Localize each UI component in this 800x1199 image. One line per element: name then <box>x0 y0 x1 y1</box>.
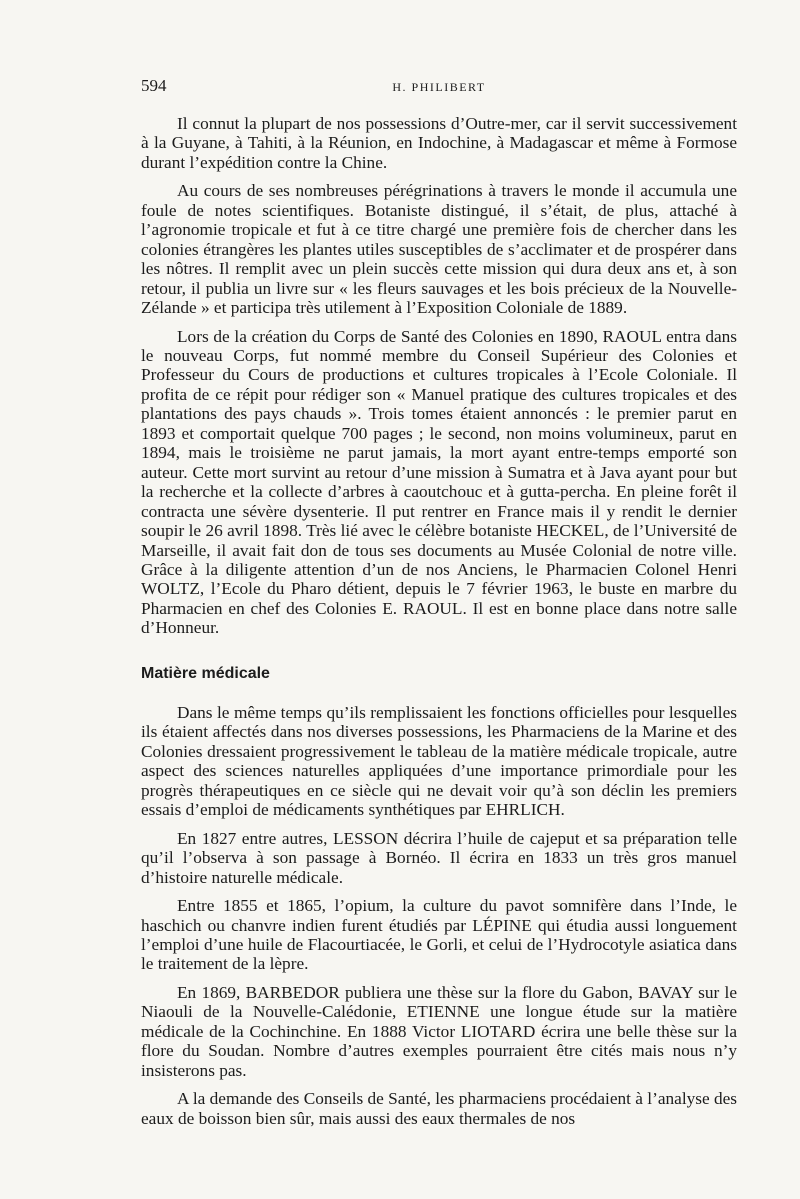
paragraph: Il connut la plupart de nos possessions d’Outre-mer, car il servit successivement à la Guyane, à Tahiti, à la Réunion, en Indochine, à Madagascar et même à Formose durant l’expédition contre la Chine. <box>141 114 737 172</box>
running-title: H. PHILIBERT <box>392 80 486 94</box>
paragraph: Lors de la création du Corps de Santé des Colonies en 1890, RAOUL entra dans le nouveau Corps, fut nommé membre du Conseil Supérieur des Colonies et Professeur du Cours de productions et cultures tropicales à l’Ecole Coloniale. Il profita de ce répit pour rédiger son « Manuel pratique des cultures tropicales et des plantations des pays chauds ». Trois tomes étaient annoncés : le premier parut en 1893 et comportait quelque 700 pages ; le second, non moins volumineux, parut en 1894, mais le troisième ne parut jamais, la mort ayant entre-temps emporté son auteur. Cette mort survint au retour d’une mission à Sumatra et à Java ayant pour but la recherche et la collecte d’arbres à caoutchouc et à gutta-percha. En pleine forêt il contracta une sévère dysenterie. Il put rentrer en France mais il y rendit le dernier soupir le 26 avril 1898. Très lié avec le célèbre botaniste HECKEL, de l’Université de Marseille, il avait fait don de tous ses documents au Musée Colonial de notre ville. Grâce à la diligente attention d’un de nos Anciens, le Pharmacien Colonel Henri WOLTZ, l’Ecole du Pharo détient, depuis le 7 février 1963, le buste en marbre du Pharmacien en chef des Colonies E. RAOUL. Il est en bonne place dans notre salle d’Honneur. <box>141 326 737 638</box>
paragraph: Entre 1855 et 1865, l’opium, la culture du pavot somnifère dans l’Inde, le haschich ou chanvre indien furent étudiés par LÉPINE qui étudia aussi longuement l’emploi d’une huile de Flacourtiacée, le Gorli, et celui de l’Hydrocotyle asiatica dans le traitement de la lèpre. <box>141 896 737 974</box>
paragraph: En 1827 entre autres, LESSON décrira l’huile de cajeput et sa préparation telle qu’il l’observa à son passage à Bornéo. Il écrira en 1833 un très gros manuel d’histoire naturelle médicale. <box>141 828 737 887</box>
paragraph: Dans le même temps qu’ils remplissaient les fonctions officielles pour lesquelles ils étaient affectés dans nos diverses possessions, les Pharmaciens de la Marine et des Colonies dressaient progressivement le tableau de la matière médicale tropicale, autre aspect des sciences naturelles appliquées d’une importance primordiale pour les progrès thérapeutiques en ce siècle qui ne devait voir qu’à son déclin les premiers essais d’emploi de médicaments synthétiques par EHRLICH. <box>141 703 737 820</box>
paragraph: En 1869, BARBEDOR publiera une thèse sur la flore du Gabon, BAVAY sur le Niaouli de la Nouvelle-Calédonie, ETIENNE une longue étude sur la matière médicale de la Cochinchine. En 1888 Victor LIOTARD écrira une belle thèse sur la flore du Soudan. Nombre d’autres exemples pourraient être cités mais nous n’y insisterons pas. <box>141 982 737 1080</box>
section-1-text <box>141 114 737 638</box>
section-heading: Matière médicale <box>141 665 270 682</box>
paragraph: Au cours de ses nombreuses pérégrinations à travers le monde il accumula une foule de notes scientifiques. Botaniste distingué, il s’était, de plus, attaché à l’agronomie tropicale et fut à ce titre chargé une première fois de chercher dans les colonies étrangères les plantes utiles susceptibles de s’acclimater et de prospérer dans les nôtres. Il remplit avec un plein succès cette mission qui dura deux ans et, à son retour, il publia un livre sur « les fleurs sauvages et les bois précieux de la Nouvelle-Zélande » et participa très utilement à l’Exposition Coloniale de 1889. <box>141 181 737 318</box>
paragraph: A la demande des Conseils de Santé, les pharmaciens procédaient à l’analyse des eaux de boisson bien sûr, mais aussi des eaux thermales de nos <box>141 1089 738 1128</box>
section-2-text <box>141 703 737 1128</box>
page-number: 594 <box>141 76 167 95</box>
page-header <box>141 76 737 100</box>
